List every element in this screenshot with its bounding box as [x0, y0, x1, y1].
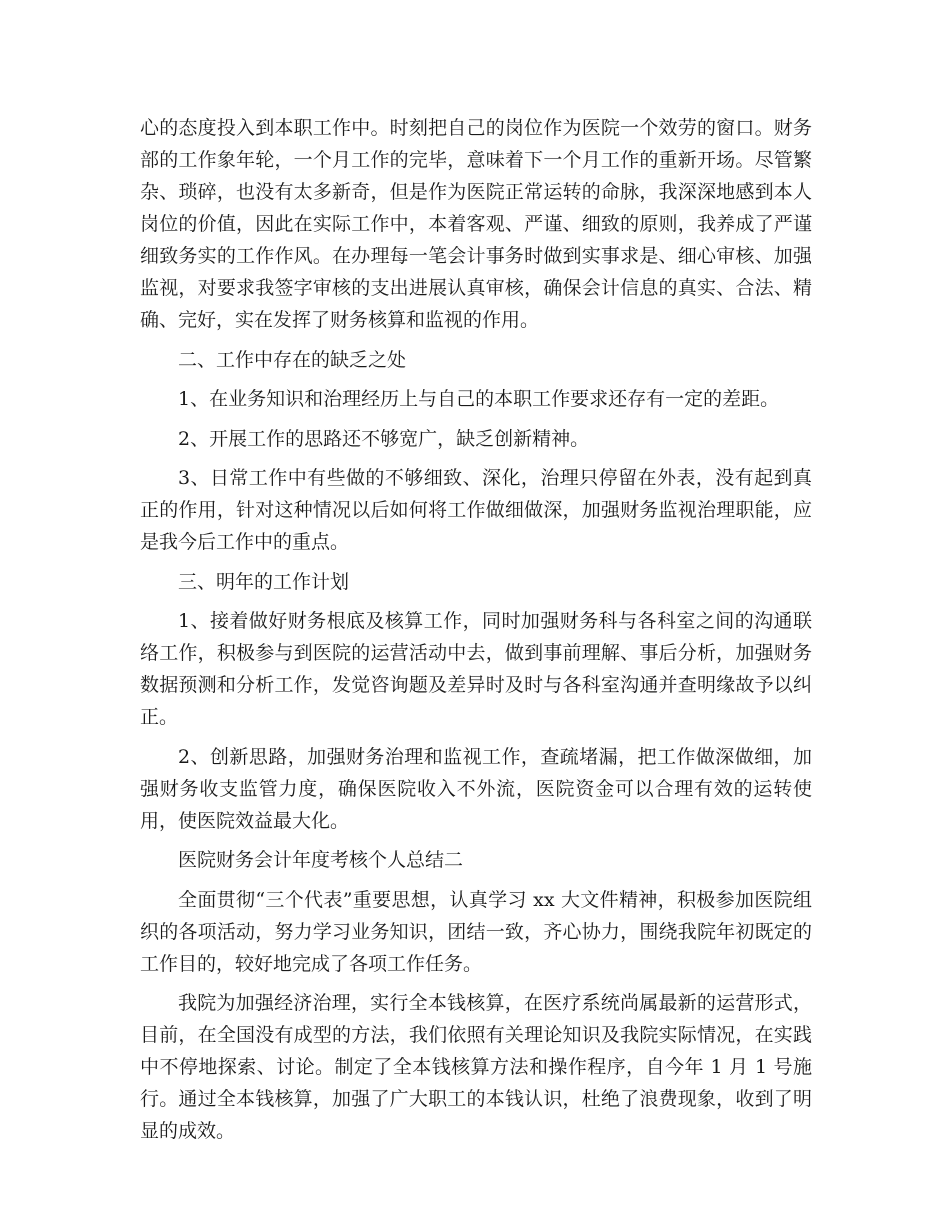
paragraph-shortcoming-3: 3、日常工作中有些做的不够细致、深化，治理只停留在外表，没有起到真正的作用，针对这种情况以后如何将工作做细做深，加强财务监视治理职能，应是我今后工作中的重点。 — [140, 467, 812, 553]
section-heading-shortcomings: 二、工作中存在的缺乏之处 — [178, 348, 407, 371]
paragraph-cost-accounting: 我院为加强经济治理，实行全本钱核算，在医疗系统尚属最新的运营形式，目前，在全国没有成型的方法，我们依照有关理论知识及我院实际情况，在实践中不停地探索、讨论。制定了全本钱核算方法和操作程序，自今年 1 月 1 号施行。通过全本钱核算，加强了广大职工的本钱认识，杜绝了浪费现象，收到了明显的成效。 — [140, 992, 812, 1142]
section-heading-summary-two: 医院财务会计年度考核个人总结二 — [178, 849, 464, 871]
paragraph-plan-2: 2、创新思路，加强财务治理和监视工作，查疏堵漏，把工作做深做细，加强财务收支监管力度，确保医院收入不外流，医院资金可以合理有效的运转使用，使医院效益最大化。 — [140, 745, 812, 832]
section-heading-plan: 三、明年的工作计划 — [178, 570, 350, 593]
paragraph-plan-1: 1、接着做好财务根底及核算工作，同时加强财务科与各科室之间的沟通联络工作，积极参与到医院的运营活动中去，做到事前理解、事后分析，加强财务数据预测和分析工作，发觉咨询题及差异时及时与各科室沟通并查明缘故予以纠正。 — [140, 610, 812, 728]
paragraph-shortcoming-1: 1、在业务知识和治理经历上与自己的本职工作要求还存有一定的差距。 — [178, 388, 780, 410]
paragraph-summary-intro: 全面贯彻“三个代表”重要思想，认真学习 xx 大文件精神，积极参加医院组织的各项活动，努力学习业务知识，团结一致，齐心协力，围绕我院年初既定的工作目的，较好地完成了各项工作任务。 — [140, 888, 812, 975]
document-body — [140, 112, 812, 1155]
paragraph-shortcoming-2: 2、开展工作的思路还不够宽广，缺乏创新精神。 — [178, 427, 590, 450]
paragraph-continuation: 心的态度投入到本职工作中。时刻把自己的岗位作为医院一个效劳的窗口。财务部的工作象年轮，一个月工作的完毕，意味着下一个月工作的重新开场。尽管繁杂、琐碎，也没有太多新奇，但是作为医院正常运转的命脉，我深深地感到本人岗位的价值，因此在实际工作中，本着客观、严谨、细致的原则，我养成了严谨细致务实的工作作风。在办理每一笔会计事务时做到实事求是、细心审核、加强监视，对要求我签字审核的支出进展认真审核，确保会计信息的真实、合法、精确、完好，实在发挥了财务核算和监视的作用。 — [140, 117, 812, 331]
